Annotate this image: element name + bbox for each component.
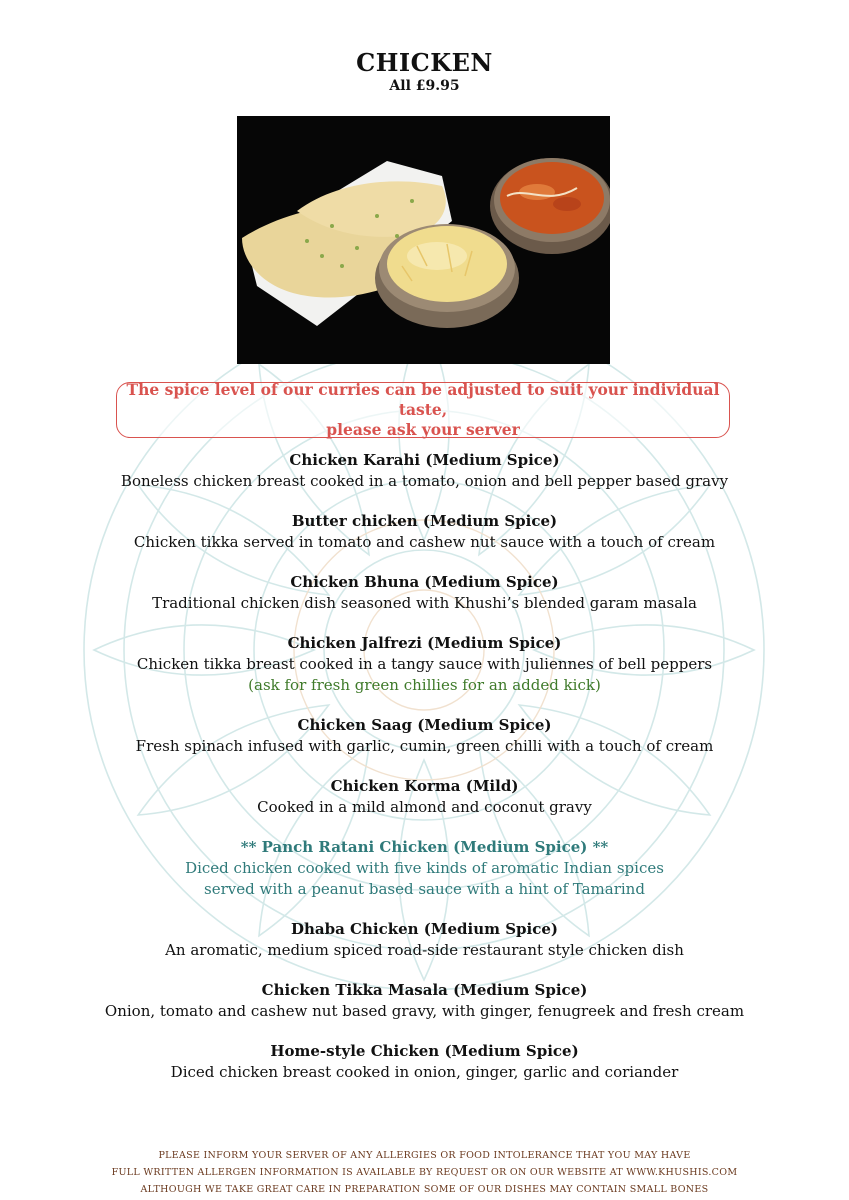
menu-list (0, 450, 849, 1102)
allergen-footer (0, 1147, 849, 1198)
price-subtitle: All £9.95 (389, 78, 460, 94)
dish-description: Diced chicken breast cooked in onion, ginger, garlic and coriander (170, 1063, 679, 1081)
menu-item-home-style (0, 1041, 849, 1083)
menu-item-tikka-masala (0, 980, 849, 1022)
menu-item-korma (0, 776, 849, 818)
dish-description: Onion, tomato and cashew nut based gravy, with ginger, fenugreek and fresh cream (104, 1002, 745, 1020)
dish-description-line2: served with a peanut based sauce with a hint of Tamarind (204, 880, 645, 898)
dish-name: Home-style Chicken (Medium Spice) (270, 1042, 579, 1060)
menu-item-karahi (0, 450, 849, 492)
dish-name: Chicken Karahi (Medium Spice) (289, 451, 560, 469)
menu-item-panch-ratani (0, 837, 849, 900)
dish-description: An aromatic, medium spiced road-side restaurant style chicken dish (165, 941, 684, 959)
dish-name: Chicken Korma (Mild) (330, 777, 519, 795)
dish-description: Fresh spinach infused with garlic, cumin, green chilli with a touch of cream (135, 737, 714, 755)
dish-name: Dhaba Chicken (Medium Spice) (290, 920, 559, 938)
menu-item-dhaba (0, 919, 849, 961)
dish-description: Chicken tikka served in tomato and cashew nut sauce with a touch of cream (133, 533, 716, 551)
dish-description: Chicken tikka breast cooked in a tangy sauce with juliennes of bell peppers (136, 655, 713, 673)
spice-notice-line1: The spice level of our curries can be adjusted to suit your individual taste, (126, 380, 720, 419)
dish-description: Diced chicken cooked with five kinds of aromatic Indian spices (185, 859, 664, 877)
footer-line2: FULL WRITTEN ALLERGEN INFORMATION IS AVAILABLE BY REQUEST OR ON OUR WEBSITE AT WWW.KHUSHIS.COM (111, 1167, 738, 1178)
dish-description: Boneless chicken breast cooked in a tomato, onion and bell pepper based gravy (120, 472, 729, 490)
dish-description: Cooked in a mild almond and coconut gravy (257, 798, 592, 816)
dish-name: Chicken Tikka Masala (Medium Spice) (261, 981, 588, 999)
dish-name: ** Panch Ratani Chicken (Medium Spice) ** (240, 838, 609, 856)
spice-notice-line2: please ask your server (326, 420, 520, 439)
footer-line1: PLEASE INFORM YOUR SERVER OF ANY ALLERGIES OR FOOD INTOLERANCE THAT YOU MAY HAVE (158, 1150, 691, 1161)
menu-item-jalfrezi (0, 633, 849, 696)
dish-name: Chicken Jalfrezi (Medium Spice) (287, 634, 562, 652)
dish-description: Traditional chicken dish seasoned with Khushi’s blended garam masala (152, 594, 697, 612)
footer-line3: ALTHOUGH WE TAKE GREAT CARE IN PREPARATION SOME OF OUR DISHES MAY CONTAIN SMALL BONES (140, 1184, 709, 1195)
dish-note: (ask for fresh green chillies for an added kick) (248, 676, 601, 694)
dish-name: Chicken Saag (Medium Spice) (297, 716, 552, 734)
dish-name: Butter chicken (Medium Spice) (291, 512, 558, 530)
food-photo (237, 116, 610, 364)
menu-item-butter-chicken (0, 511, 849, 553)
menu-item-bhuna (0, 572, 849, 614)
dish-name: Chicken Bhuna (Medium Spice) (290, 573, 559, 591)
page-title: CHICKEN (356, 48, 493, 77)
spice-notice (116, 382, 730, 438)
menu-item-saag (0, 715, 849, 757)
